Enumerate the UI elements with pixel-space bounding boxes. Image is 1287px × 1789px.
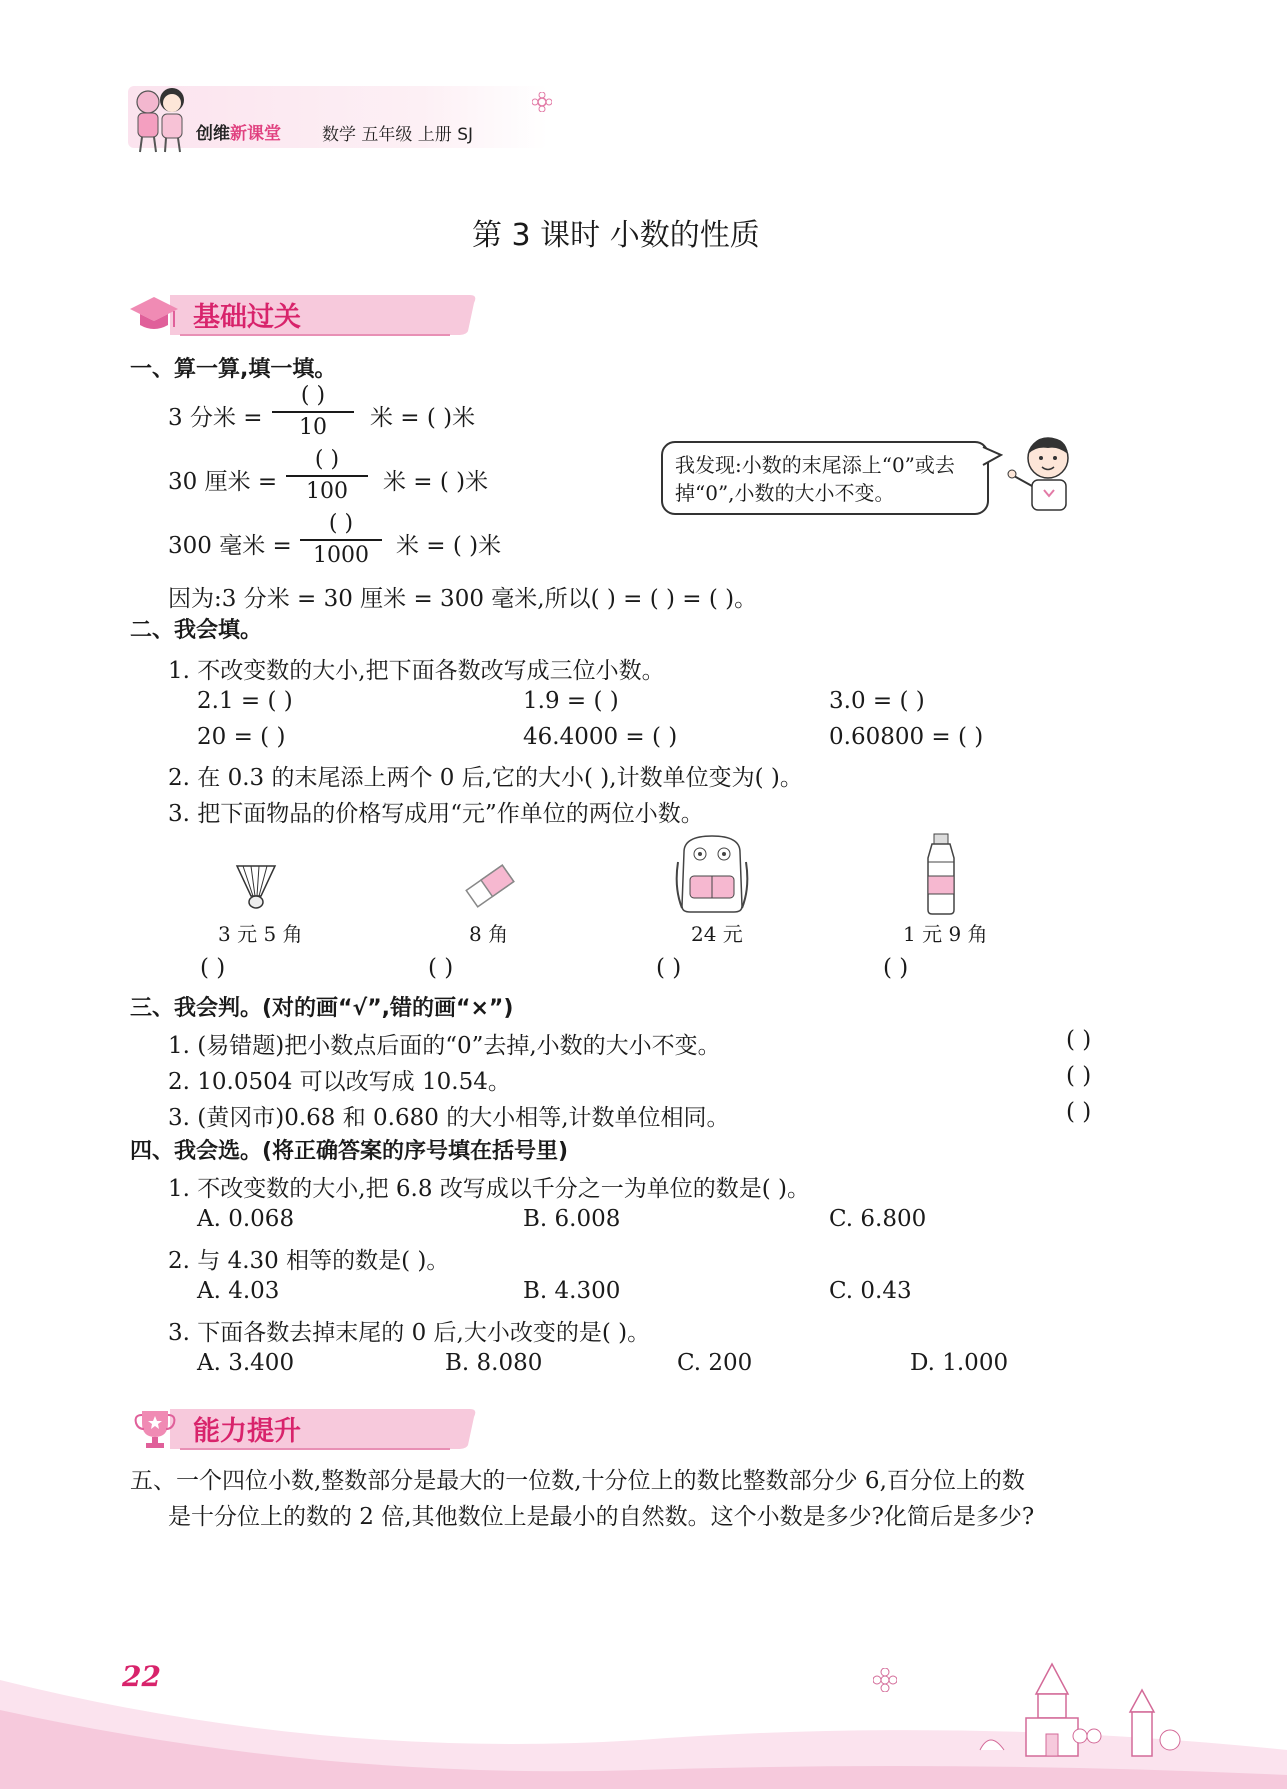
- price-1: 3 元 5 角: [218, 922, 303, 946]
- price-answer-4: ( ): [883, 955, 909, 981]
- q4-s1: 1. 不改变数的大小,把 6.8 改写成以千分之一为单位的数是( )。: [168, 1176, 811, 1202]
- price-4: 1 元 9 角: [903, 922, 988, 946]
- q4-s2-optA: A. 4.03: [197, 1278, 280, 1304]
- price-2: 8 角: [469, 922, 509, 946]
- q4-s3-optC: C. 200: [677, 1350, 753, 1376]
- q3-item2: 2. 10.0504 可以改写成 10.54。: [168, 1069, 511, 1095]
- q2-s1: 1. 不改变数的大小,把下面各数改写成三位小数。: [168, 658, 665, 684]
- flower-icon: [873, 1668, 897, 1692]
- q5-line2: 是十分位上的数的 2 倍,其他数位上是最小的自然数。这个小数是多少?化简后是多少?: [168, 1504, 1035, 1530]
- q4-s2-optB: B. 4.300: [523, 1278, 621, 1304]
- q3-item1: 1. (易错题)把小数点后面的“0”去掉,小数的大小不变。: [168, 1033, 721, 1059]
- q2-r1-c2: 1.9 = ( ): [523, 688, 619, 714]
- header-meta: 数学 五年级 上册 SJ: [322, 125, 474, 145]
- badge-label: 能力提升: [193, 1416, 301, 1447]
- q2-r2-c2: 46.4000 = ( ): [523, 724, 678, 750]
- q4-s1-optB: B. 6.008: [523, 1206, 621, 1232]
- q3-item2-paren: ( ): [1066, 1063, 1092, 1089]
- q4-s1-optA: A. 0.068: [197, 1206, 295, 1232]
- q1-row1-right: 米 = ( )米: [370, 405, 476, 431]
- q4-heading: 四、我会选。(将正确答案的序号填在括号里): [130, 1139, 569, 1164]
- q5-line1: 五、一个四位小数,整数部分是最大的一位数,十分位上的数比整数部分少 6,百分位上的数: [130, 1468, 1025, 1494]
- speech-bubble: [661, 441, 989, 515]
- q1-row1-left: 3 分米 =: [168, 405, 263, 431]
- q3-item3: 3. (黄冈市)0.68 和 0.680 的大小相等,计数单位相同。: [168, 1105, 730, 1131]
- q4-s3-optA: A. 3.400: [197, 1350, 295, 1376]
- header-kids-illustration: [128, 82, 194, 154]
- q2-r2-c3: 0.60800 = ( ): [829, 724, 984, 750]
- q3-item3-paren: ( ): [1066, 1099, 1092, 1125]
- section-badge-advanced: [128, 1405, 488, 1451]
- price-3: 24 元: [691, 922, 743, 946]
- backpack-icon: [674, 832, 750, 916]
- q1-row1-fraction: ( ) 10: [272, 383, 354, 440]
- q4-s2-optC: C. 0.43: [829, 1278, 912, 1304]
- price-answer-2: ( ): [428, 955, 454, 981]
- eraser-icon: [462, 862, 518, 910]
- q1-row2-left: 30 厘米 =: [168, 469, 278, 495]
- q2-r1-c3: 3.0 = ( ): [829, 688, 925, 714]
- flower-icon: [532, 92, 552, 112]
- q1-row2-right: 米 = ( )米: [383, 469, 489, 495]
- lesson-title: 第 3 课时 小数的性质: [472, 218, 760, 253]
- graduation-cap-icon: [128, 293, 180, 337]
- castle-illustration: [960, 1650, 1190, 1760]
- q4-s3: 3. 下面各数去掉末尾的 0 后,大小改变的是( )。: [168, 1320, 651, 1346]
- q4-s2: 2. 与 4.30 相等的数是( )。: [168, 1248, 450, 1274]
- bubble-tail: [981, 445, 1003, 469]
- boy-illustration: [1004, 432, 1094, 516]
- q1-because: 因为:3 分米 = 30 厘米 = 300 毫米,所以( ) = ( ) = ( )。: [168, 586, 758, 612]
- q4-s1-optC: C. 6.800: [829, 1206, 927, 1232]
- q1-row3-left: 300 毫米 =: [168, 533, 292, 559]
- q1-row3-fraction: ( ) 1000: [300, 511, 382, 568]
- section-badge-basic: [128, 291, 488, 337]
- q1-row3-right: 米 = ( )米: [396, 533, 502, 559]
- badminton-shuttlecock-icon: [233, 862, 279, 910]
- badge-label: 基础过关: [193, 302, 301, 333]
- q2-s2: 2. 在 0.3 的末尾添上两个 0 后,它的大小( ),计数单位变为( )。: [168, 765, 803, 791]
- price-answer-3: ( ): [656, 955, 682, 981]
- water-bottle-icon: [924, 832, 958, 916]
- q4-s3-optB: B. 8.080: [445, 1350, 543, 1376]
- q2-heading: 二、我会填。: [130, 618, 263, 643]
- q3-heading: 三、我会判。(对的画“√”,错的画“×”): [130, 996, 514, 1021]
- price-answer-1: ( ): [200, 955, 226, 981]
- q4-s3-optD: D. 1.000: [910, 1350, 1009, 1376]
- page-number: 22: [122, 1660, 161, 1693]
- q3-item1-paren: ( ): [1066, 1027, 1092, 1053]
- bubble-text: 我发现:小数的末尾添上“0”或去掉“0”,小数的大小不变。: [675, 453, 955, 505]
- q2-s3: 3. 把下面物品的价格写成用“元”作单位的两位小数。: [168, 801, 704, 827]
- q1-heading: 一、算一算,填一填。: [130, 357, 337, 382]
- q1-row2-fraction: ( ) 100: [286, 447, 368, 504]
- header-brand: 创维新课堂: [196, 124, 281, 144]
- trophy-icon: [132, 1407, 178, 1451]
- q2-r2-c1: 20 = ( ): [197, 724, 286, 750]
- q2-r1-c1: 2.1 = ( ): [197, 688, 293, 714]
